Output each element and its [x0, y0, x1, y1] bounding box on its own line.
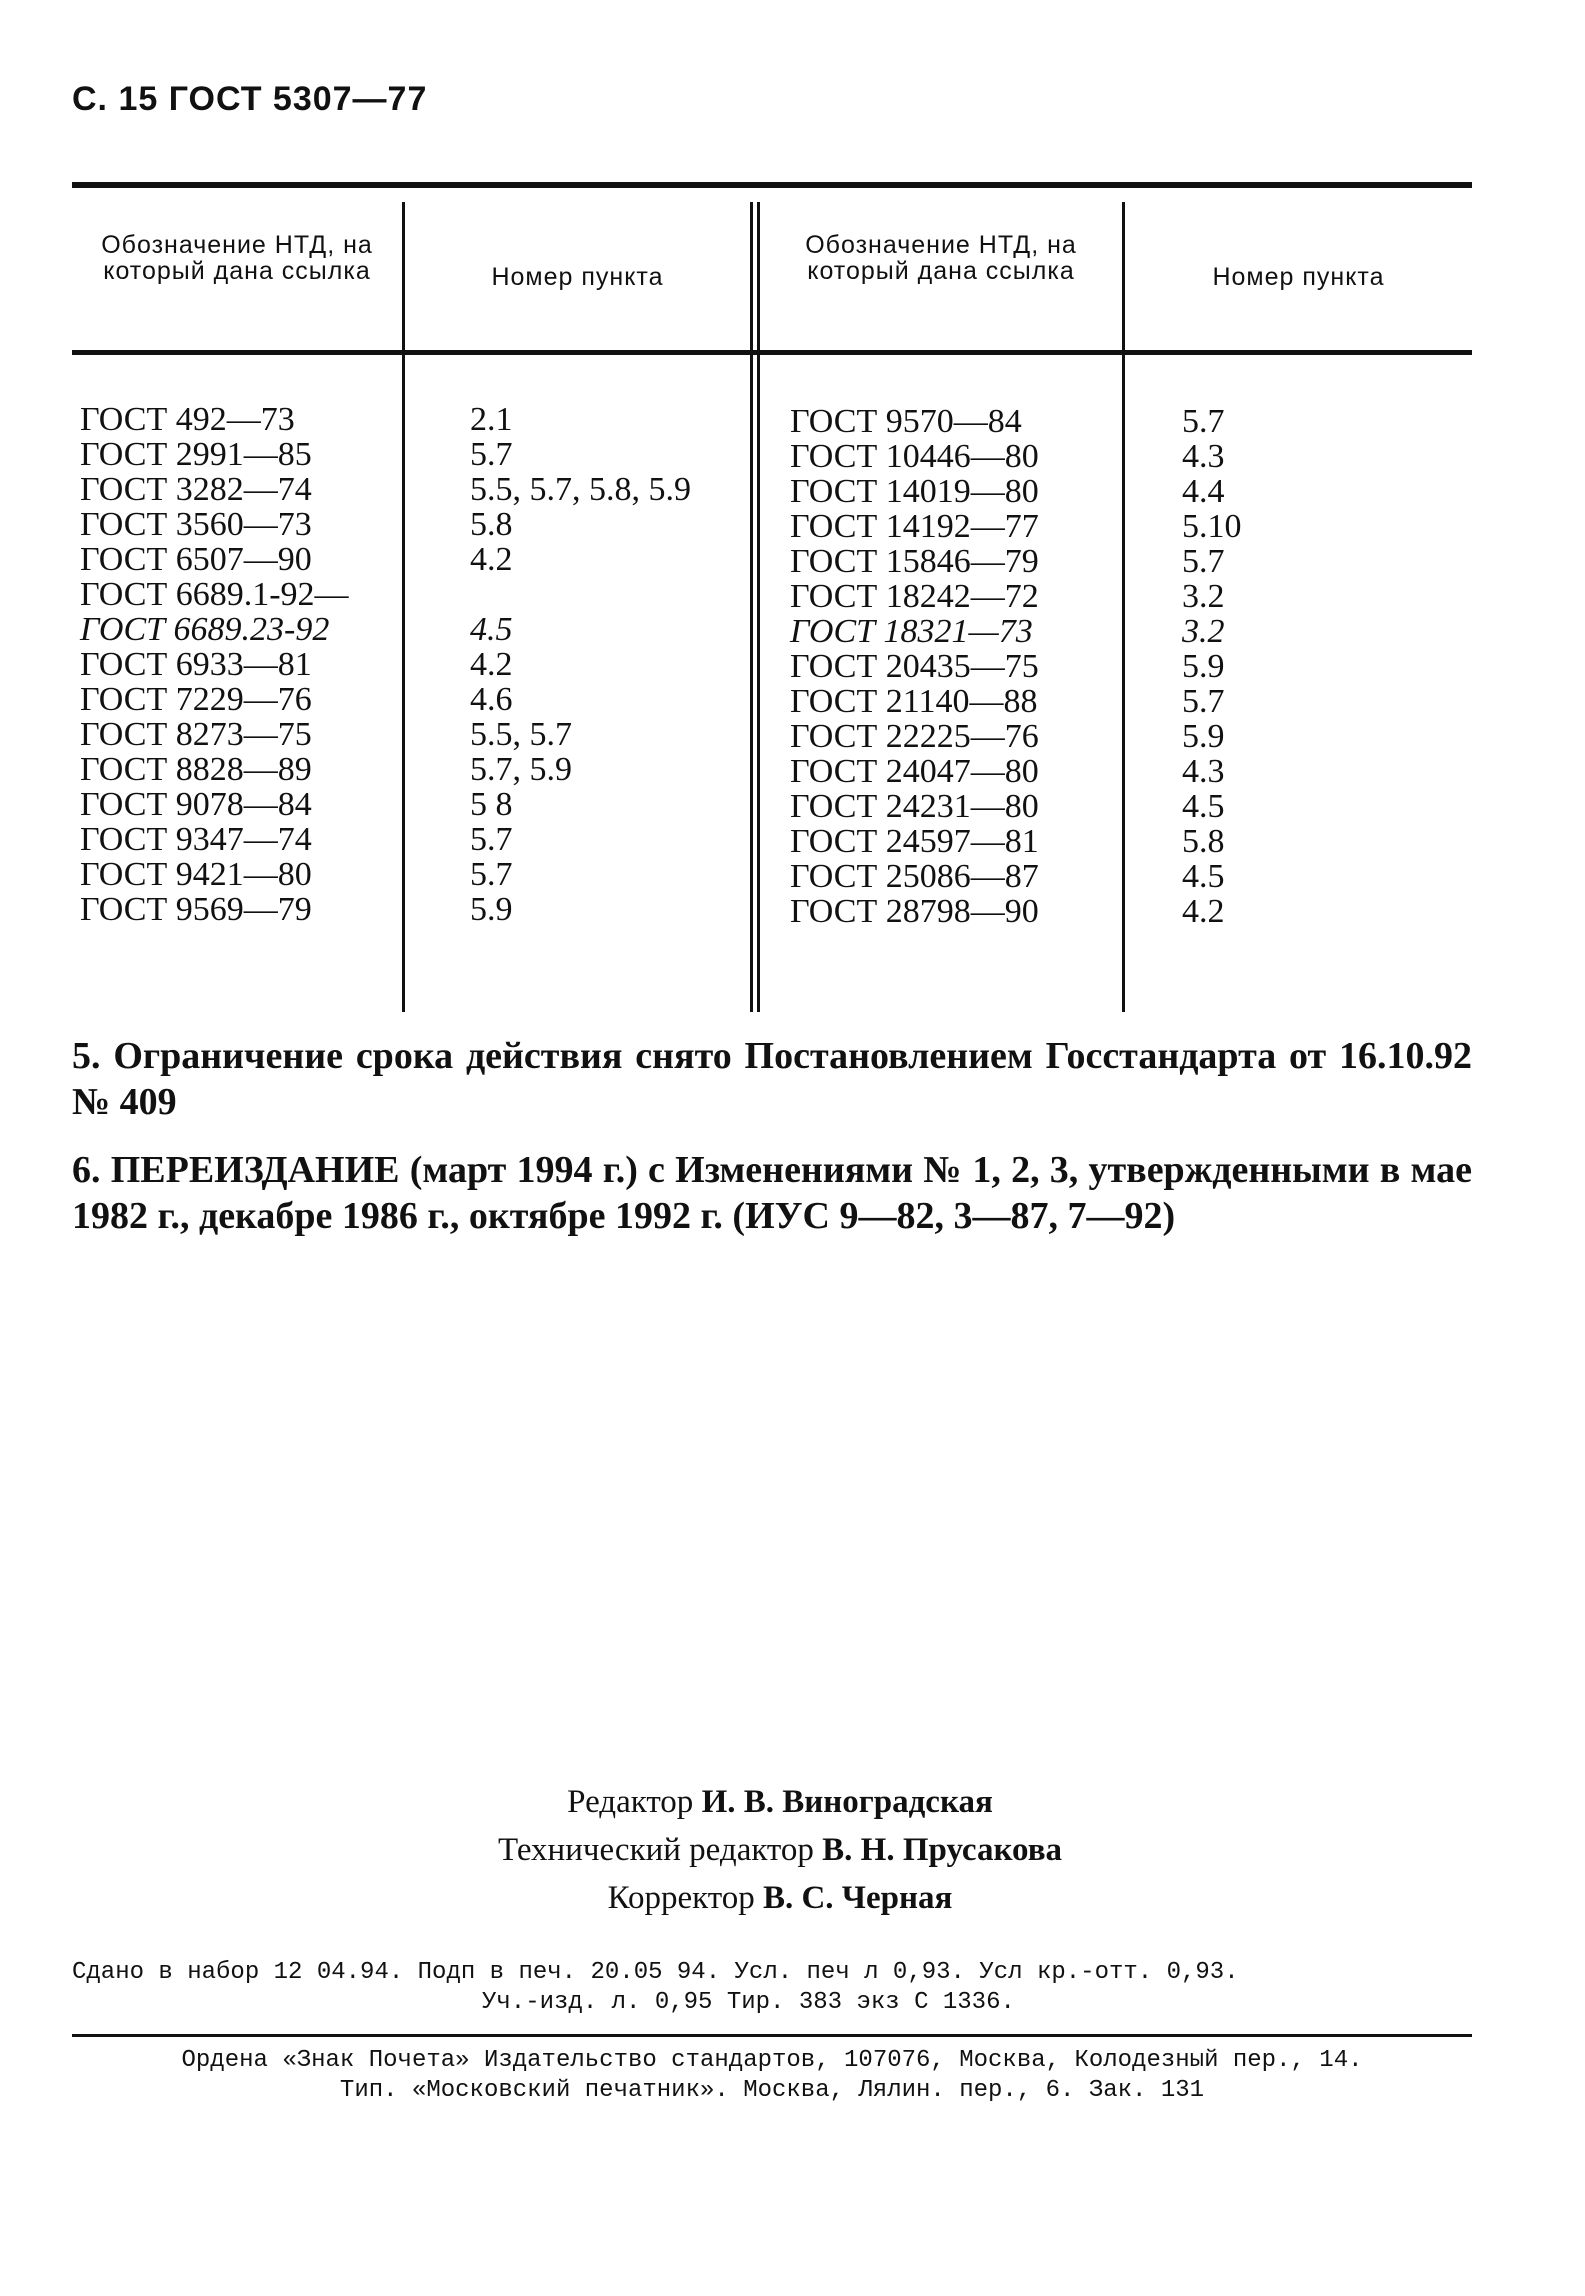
gost-reference: ГОСТ 10446—80 [790, 438, 1039, 475]
col-ref-header-left: Обозначение НТД, на который дана ссылка [101, 231, 373, 285]
gost-reference: ГОСТ 14192—77 [790, 508, 1039, 545]
clause-number: 5 8 [470, 786, 513, 823]
gost-reference: ГОСТ 21140—88 [790, 683, 1038, 720]
imprint-line: Уч.-изд. л. 0,95 Тир. 383 экз С 1336. [482, 1989, 1015, 2016]
left-nums-list [470, 402, 691, 927]
gost-reference: ГОСТ 9569—79 [80, 891, 312, 928]
table-header-rule [72, 350, 1472, 355]
gost-reference: ГОСТ 492—73 [80, 401, 295, 438]
gost-reference: ГОСТ 24047—80 [790, 753, 1039, 790]
clause-number: 3.2 [1182, 578, 1225, 615]
clause-number: 5.8 [1182, 823, 1225, 860]
page-header: С. 15 ГОСТ 5307—77 [72, 80, 428, 118]
clause-number: 5.8 [470, 506, 513, 543]
publisher-line: Тип. «Московский печатник». Москва, Лялин. пер., 6. Зак. 131 [339, 2077, 1205, 2104]
print-imprint [72, 1958, 1472, 2018]
imprint-rule [72, 2034, 1472, 2037]
credit-editor [420, 1778, 1140, 1826]
imprint-line: Сдано в набор 12 04.94. Подп в печ. 20.05 94. Усл. печ л 0,93. Усл кр.-отт. 0,93. [72, 1959, 1239, 1986]
gost-reference: ГОСТ 6933—81 [80, 646, 312, 683]
notes-section [72, 1033, 1472, 1261]
gost-reference: ГОСТ 9421—80 [80, 856, 312, 893]
right-refs-list [790, 404, 1039, 929]
clause-number: 4.6 [470, 681, 513, 718]
column-divider [1122, 202, 1125, 1012]
clause-number: 5.9 [470, 891, 513, 928]
staff-credits [420, 1778, 1140, 1922]
gost-reference: ГОСТ 20435—75 [790, 648, 1039, 685]
clause-number: 4.3 [1182, 438, 1225, 475]
credit-role: Корректор [607, 1880, 755, 1916]
gost-reference: ГОСТ 25086—87 [790, 858, 1039, 895]
clause-number: 5.7 [470, 856, 513, 893]
gost-reference: ГОСТ 24231—80 [790, 788, 1039, 825]
clause-number: 4.3 [1182, 753, 1225, 790]
gost-reference: ГОСТ 15846—79 [790, 543, 1039, 580]
clause-number: 5.7 [470, 821, 513, 858]
clause-number: 4.5 [1182, 788, 1225, 825]
clause-number: 4.2 [470, 646, 513, 683]
right-nums-list [1182, 404, 1242, 929]
clause-number: 5.5, 5.7, 5.8, 5.9 [470, 471, 691, 508]
gost-reference: ГОСТ 22225—76 [790, 718, 1039, 755]
gost-reference: ГОСТ 7229—76 [80, 681, 312, 718]
credit-person: В. С. Черная [762, 1880, 953, 1916]
center-double-divider [750, 202, 760, 1012]
gost-reference: ГОСТ 3282—74 [80, 471, 312, 508]
gost-reference: ГОСТ 2991—85 [80, 436, 312, 473]
gost-reference: ГОСТ 18242—72 [790, 578, 1039, 615]
gost-reference: ГОСТ 9570—84 [790, 403, 1022, 440]
publisher-line: Ордена «Знак Почета» Издательство стандартов, 107076, Москва, Колодезный пер., 14. [181, 2047, 1363, 2074]
clause-number: 5.9 [1182, 648, 1225, 685]
references-table [72, 182, 1472, 1012]
clause-number: 5.9 [1182, 718, 1225, 755]
gost-reference: ГОСТ 9347—74 [80, 821, 312, 858]
clause-number: 5.7, 5.9 [470, 751, 572, 788]
clause-number: 5.7 [470, 436, 513, 473]
credit-tech-editor [420, 1826, 1140, 1874]
col-num-header-right: Номер пункта [1212, 263, 1385, 291]
gost-reference: ГОСТ 6507—90 [80, 541, 312, 578]
credit-person: И. В. Виноградская [701, 1784, 993, 1820]
clause-number: 5.7 [1182, 543, 1225, 580]
left-refs-list [80, 402, 349, 927]
credit-corrector [420, 1874, 1140, 1922]
gost-reference: ГОСТ 9078—84 [80, 786, 312, 823]
clause-number: 4.4 [1182, 473, 1225, 510]
column-divider [402, 202, 405, 1012]
gost-reference: ГОСТ 28798—90 [790, 893, 1039, 930]
gost-reference: ГОСТ 24597—81 [790, 823, 1039, 860]
clause-number: 5.10 [1182, 508, 1242, 545]
clause-number: 5.7 [1182, 403, 1225, 440]
gost-reference: ГОСТ 14019—80 [790, 473, 1039, 510]
clause-number: 5.5, 5.7 [470, 716, 572, 753]
gost-reference: ГОСТ 8273—75 [80, 716, 312, 753]
credit-person: В. Н. Прусакова [822, 1832, 1063, 1868]
gost-reference: ГОСТ 6689.23-92 [80, 611, 330, 648]
credit-role: Технический редактор [497, 1832, 814, 1868]
gost-reference: ГОСТ 3560—73 [80, 506, 312, 543]
clause-number [470, 577, 691, 612]
clause-number: 5.7 [1182, 683, 1225, 720]
clause-number: 4.5 [1182, 858, 1225, 895]
publisher-info [72, 2046, 1472, 2106]
table-top-rule [72, 182, 1472, 188]
gost-reference: ГОСТ 8828—89 [80, 751, 312, 788]
gost-reference: ГОСТ 18321—73 [790, 613, 1033, 650]
credit-role: Редактор [567, 1784, 694, 1820]
clause-number: 4.5 [470, 611, 513, 648]
col-ref-header-right: Обозначение НТД, на который дана ссылка [805, 231, 1077, 285]
clause-number: 4.2 [470, 541, 513, 578]
gost-reference: ГОСТ 6689.1-92— [80, 576, 349, 613]
clause-number: 2.1 [470, 401, 513, 438]
note-item: 6. ПЕРЕИЗДАНИЕ (март 1994 г.) с Изменениями № 1, 2, 3, утвержденными в мае 1982 г., декабре 1986 г., октябре 1992 г. (ИУС 9—82, 3—87, 7—92) [72, 1149, 1472, 1237]
col-num-header-left: Номер пункта [491, 263, 664, 291]
note-item: 5. Ограничение срока действия снято Постановлением Госстандарта от 16.10.92 № 409 [72, 1035, 1472, 1123]
clause-number: 3.2 [1182, 613, 1225, 650]
clause-number: 4.2 [1182, 893, 1225, 930]
